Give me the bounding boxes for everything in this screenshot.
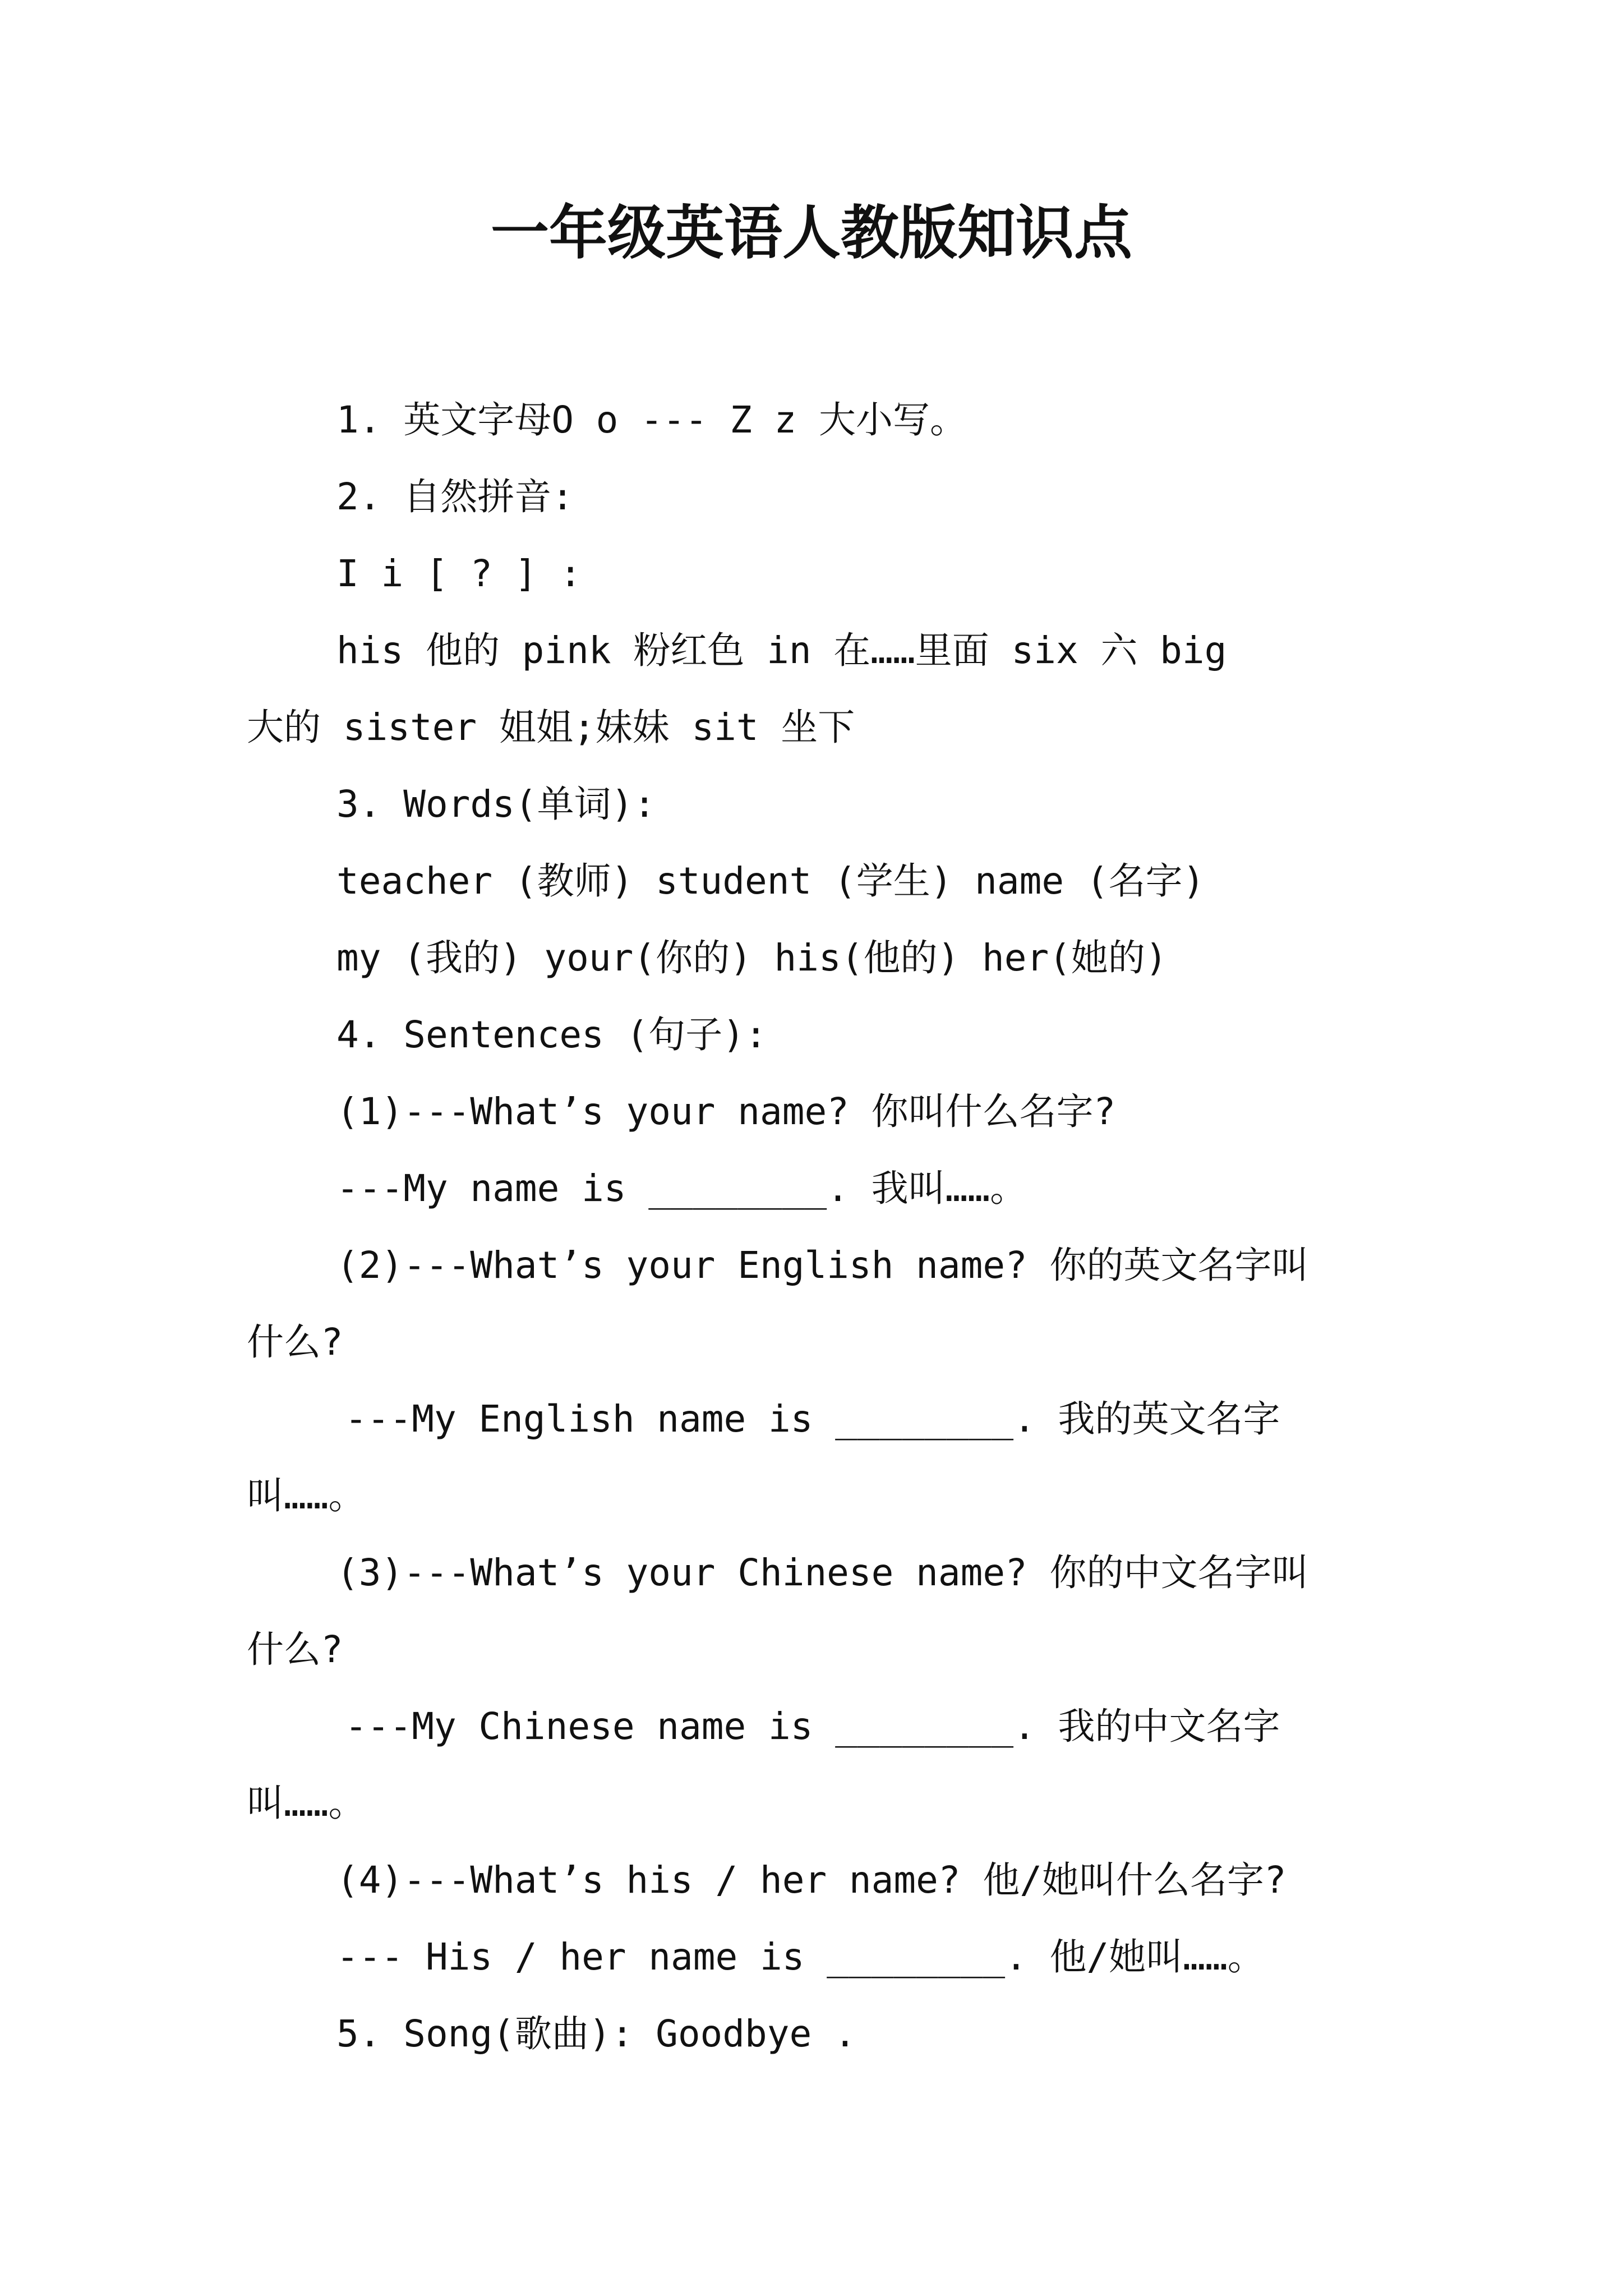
text-line: my (我的) your(你的) his(他的) her(她的)	[336, 936, 1168, 979]
text-line: teacher (教师) student (学生) name (名字)	[336, 859, 1205, 903]
text-line: 4. Sentences (句子):	[336, 1013, 767, 1056]
text-line: ---My name is ________. 我叫……。	[336, 1167, 1027, 1210]
text-line: 1. 英文字母O o --- Z z 大小写。	[336, 398, 967, 441]
text-line: 什么?	[247, 1320, 343, 1364]
text-line: 大的 sister 姐姐;妹妹 sit 坐下	[247, 706, 855, 749]
text-line: (3)---What’s your Chinese name? 你的中文名字叫	[336, 1551, 1309, 1594]
text-line: 叫……。	[247, 1782, 366, 1825]
text-line: (2)---What’s your English name? 你的英文名字叫	[336, 1244, 1309, 1287]
document-body	[247, 381, 1391, 2072]
text-line: 叫……。	[247, 1474, 366, 1517]
document-title: 一年级英语人教版知识点	[490, 198, 1132, 267]
text-line: 3. Words(单词):	[336, 783, 656, 826]
text-line: (4)---What’s his / her name? 他/她叫什么名字?	[336, 1858, 1287, 1902]
text-line: I i [ ? ] :	[336, 552, 582, 595]
text-line: ---My Chinese name is ________. 我的中文名字	[345, 1705, 1280, 1748]
text-line: --- His / her name is ________. 他/她叫……。	[336, 1935, 1265, 1978]
text-line: ---My English name is ________. 我的英文名字	[345, 1397, 1280, 1441]
text-line: his 他的 pink 粉红色 in 在……里面 six 六 big	[336, 629, 1227, 672]
text-line: (1)---What’s your name? 你叫什么名字?	[336, 1090, 1116, 1133]
text-line: 什么?	[247, 1628, 343, 1671]
text-line: 2. 自然拼音:	[336, 475, 574, 518]
text-line: 5. Song(歌曲): Goodbye .	[336, 2012, 856, 2055]
